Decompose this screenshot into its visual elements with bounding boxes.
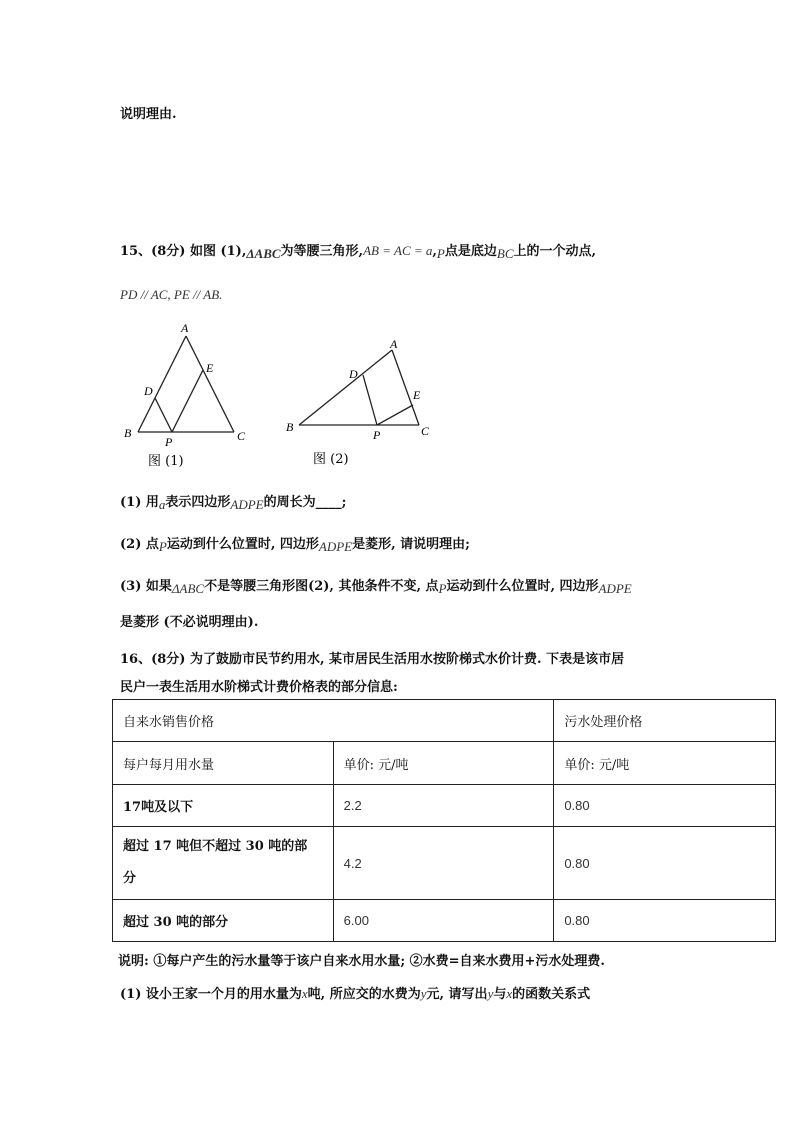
q16-sub1-pre: (1) 设小王家一个月的用水量为: [120, 987, 302, 1002]
q15-sub3-p: P: [438, 581, 447, 596]
fig2-segment-pe: [377, 405, 413, 425]
q16-sub1-y: y: [420, 986, 427, 1001]
q15-sub3-line2: 是菱形 (不必说明理由).: [120, 615, 259, 630]
fig2-segment-pd: [363, 375, 377, 425]
fig1-side-ac: [186, 336, 234, 432]
table-cell-range-line1: 超过 17 吨但不超过 30 吨的部: [123, 839, 308, 854]
q15-sub2-adpe: ADPE: [318, 539, 353, 554]
figure-1: [118, 318, 258, 478]
table-row: [113, 742, 776, 785]
q15-equation: AB = AC = a: [363, 243, 433, 258]
table-cell-range-line2: 分: [123, 871, 137, 886]
fig1-label-e: E: [206, 361, 214, 375]
q15-text1: 为等腰三角形,: [280, 244, 364, 259]
fig2-label-c: C: [421, 424, 430, 438]
q16-sub1-mid2: 元, 请写出: [426, 987, 488, 1002]
fig1-segment-pd: [155, 398, 172, 432]
q15-sub1-pre: (1) 用: [120, 495, 159, 510]
table-row: [113, 700, 776, 742]
fig2-label-p: P: [373, 428, 381, 442]
q15-sub2-p: P: [158, 539, 167, 554]
q15-sub2: [120, 533, 470, 555]
table-cell-price: 2.2: [333, 785, 554, 827]
q15-sub2-mid: 运动到什么位置时, 四边形: [166, 537, 319, 552]
table-cell-price: 6.00: [333, 900, 554, 942]
table-row: [113, 900, 776, 942]
table-cell-sewage: 0.80: [554, 785, 776, 827]
q15-sub2-post: 是菱形, 请说明理由;: [352, 537, 470, 552]
table-col2-header: 单价: 元/吨: [333, 742, 554, 785]
q15-text3: 上的一个动点,: [513, 244, 597, 259]
q15-heading: [120, 240, 596, 262]
q16-sub1-y2: y: [487, 986, 494, 1001]
table-cell-sewage: 0.80: [554, 900, 776, 942]
fig2-label-a: A: [390, 337, 398, 351]
table-cell-range: [113, 827, 334, 900]
fig2-label-e: E: [413, 388, 421, 402]
water-price-table: [112, 699, 776, 942]
q16-sub1-mid3: 与: [493, 987, 507, 1002]
q16-note: 说明: ①每户产生的污水量等于该户自来水用水量; ②水费=自来水费用+污水处理费.: [118, 954, 605, 969]
q15-sub1-adpe: ADPE: [230, 497, 264, 512]
table-cell-range: 超过 30 吨的部分: [113, 900, 334, 942]
table-head-right: 污水处理价格: [554, 700, 776, 742]
table-head-left: 自来水销售价格: [113, 700, 554, 742]
q16-sub1-x: x: [301, 986, 308, 1001]
table-cell-price: 4.2: [333, 827, 554, 900]
q15-head: 15、(8分) 如图 (1),: [120, 244, 247, 259]
q15-sub2-pre: (2) 点: [120, 537, 159, 552]
q15-sub3-line1: [120, 575, 632, 597]
fig1-label-p: P: [165, 435, 173, 449]
table-col3-header: 单价: 元/吨: [554, 742, 776, 785]
q15-sub3-pre: (3) 如果: [120, 579, 172, 594]
q15-text2: 点是底边: [444, 244, 497, 259]
q15-triangle-abc: ΔABC: [246, 246, 281, 261]
q16-sub1: [120, 983, 590, 1002]
q15-sub3-abc: ΔABC: [171, 581, 205, 596]
fig1-label-b: B: [124, 426, 132, 440]
q15-bc: BC: [496, 246, 514, 261]
fig2-caption: 图 (2): [313, 452, 349, 467]
q15-sub3-mid: 不是等腰三角形图(2), 其他条件不变, 点: [204, 579, 439, 594]
fig1-label-d: D: [144, 384, 153, 398]
table-cell-range: 17吨及以下: [113, 785, 334, 827]
q15-sub3-mid2: 运动到什么位置时, 四边形: [446, 579, 599, 594]
table-col1-header: 每户每月用水量: [113, 742, 334, 785]
q16-sub1-x2: x: [506, 986, 513, 1001]
q15-parallels: PD // AC, PE // AB.: [120, 287, 223, 302]
top-line-text: 说明理由.: [120, 107, 177, 122]
q15-point-p: P: [436, 246, 445, 261]
q15-sep1: ,: [432, 244, 437, 259]
q15-sub3-adpe: ADPE: [598, 581, 632, 596]
q15-sub1-mid: 表示四边形: [165, 495, 231, 510]
q16-line2: 民户一表生活用水阶梯式计费价格表的部分信息:: [120, 680, 398, 695]
fig1-label-a: A: [181, 321, 189, 335]
q15-sub1-post: 的周长为____;: [263, 495, 347, 510]
q16-sub1-post: 的函数关系式: [512, 987, 591, 1002]
fig2-label-b: B: [286, 420, 294, 434]
figure-2: [283, 335, 443, 475]
fig1-label-c: C: [237, 429, 246, 443]
q15-sub1: [120, 491, 346, 513]
fig2-label-d: D: [349, 367, 358, 381]
table-row: [113, 827, 776, 900]
table-cell-sewage: 0.80: [554, 827, 776, 900]
q16-sub1-mid: 吨, 所应交的水费为: [307, 987, 421, 1002]
fig1-caption: 图 (1): [148, 454, 184, 469]
q16-line1: 16、(8分) 为了鼓励市民节约用水, 某市居民生活用水按阶梯式水价计费. 下表是该市居: [120, 652, 625, 667]
table-row: [113, 785, 776, 827]
q15-sub1-a: a: [158, 497, 166, 512]
fig1-segment-pe: [172, 370, 203, 432]
fig2-side-ab: [299, 350, 392, 425]
